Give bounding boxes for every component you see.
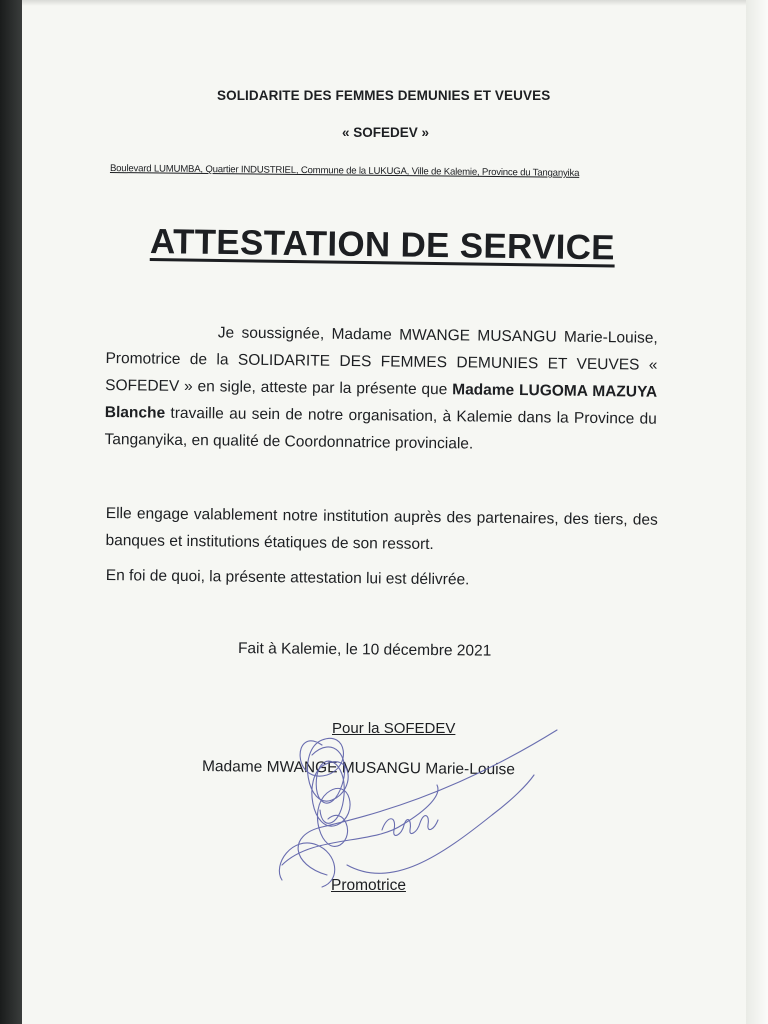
organization-name: SOLIDARITE DES FEMMES DEMUNIES ET VEUVES <box>217 88 551 103</box>
paragraph-1-text-b: travaille au sein de notre organisation, à Kalemie dans la Province du Tanganyika, en qualité de Coordonnatrice provinciale. <box>104 404 657 453</box>
handwritten-signature <box>252 715 582 945</box>
body-paragraph-3: En foi de quoi, la présente attestation lui est délivrée. <box>105 566 470 589</box>
signature-loops <box>300 738 350 846</box>
scan-top-edge <box>22 0 746 6</box>
document-page <box>22 0 746 1024</box>
signatory-role: Promotrice <box>331 877 406 894</box>
organization-acronym: « SOFEDEV » <box>342 125 430 140</box>
paragraph-1-text-a: Je soussignée, Madame MWANGE MUSANGU Marie-Louise, Promotrice de la SOLIDARITE DES FEMMES DEMUNIES ET VEUVES « SOFEDEV » en sigle, atteste par la présente que <box>105 324 658 399</box>
signature-for-label: Pour la SOFEDEV <box>332 720 456 737</box>
document-title: ATTESTATION DE SERVICE <box>149 222 616 268</box>
scan-left-edge <box>0 0 22 1024</box>
signature-cursive <box>382 816 438 836</box>
employee-name: Madame LUGOMA MAZUYA Blanche <box>104 381 658 422</box>
signature-curve <box>279 843 334 887</box>
scan-right-edge <box>746 0 768 1024</box>
signatory-name: Madame MWANGE MUSANGU Marie-Louise <box>201 758 516 779</box>
signature-tail <box>347 775 534 873</box>
signature-long-stroke <box>298 730 557 875</box>
organization-address: Boulevard LUMUMBA, Quartier INDUSTRIEL, Commune de la LUKUGA, Ville de Kalemie, Province du Tanganyika <box>109 163 580 179</box>
body-paragraph-1 <box>104 318 658 460</box>
signature-sweep <box>282 785 438 865</box>
place-and-date: Fait à Kalemie, le 10 décembre 2021 <box>237 640 492 660</box>
body-paragraph-2: Elle engage valablement notre institution auprès des partenaires, des tiers, des banques et institutions étatiques de son ressort. <box>105 504 658 554</box>
